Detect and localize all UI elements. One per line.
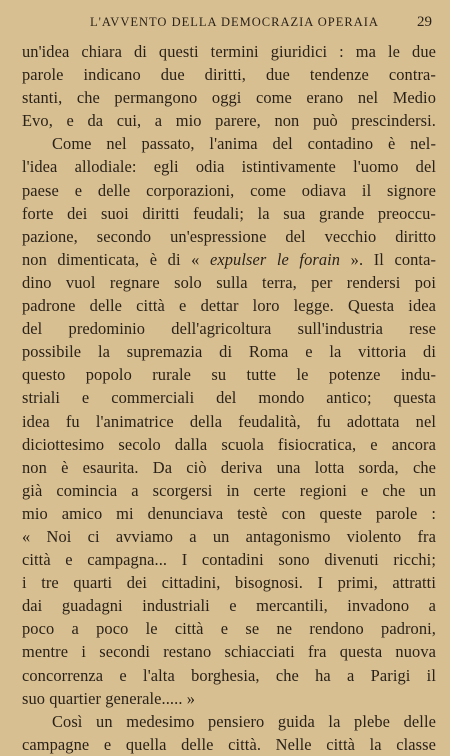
text-line: suo quartier generale..... » (22, 688, 196, 708)
text-line: paese e delle corporazioni, come odiava il signore (22, 180, 436, 200)
text-line: striali e commerciali del mondo antico; questa (22, 388, 436, 408)
text-line: parole indicano due diritti, due tendenze contra- (22, 65, 436, 85)
body-text (22, 40, 436, 756)
text-line: mio amico mi denunciava testè con queste parole : (22, 503, 436, 523)
text-segment: non dimenticata, è di « (22, 249, 210, 269)
page-number: 29 (417, 14, 432, 30)
text-line: non è esaurita. Da ciò deriva una lotta sorda, che (22, 457, 436, 477)
text-line: padrone delle città e dettar loro legge. Questa idea (22, 296, 436, 316)
text-line: poco a poco le città e se ne rendono padroni, (22, 619, 436, 639)
text-line: dai guadagni industriali e mercantili, invadono a (22, 596, 436, 616)
text-line: Così un medesimo pensiero guida la plebe delle (52, 711, 436, 731)
text-line: « Noi ci avviamo a un antagonismo violento fra (22, 526, 436, 546)
text-line: possibile la supremazia di Roma e la vittoria di (22, 342, 436, 362)
text-line: un'idea chiara di questi termini giuridici : ma le due (22, 42, 436, 61)
text-line: già comincia a scorgersi in certe regioni e che un (22, 480, 436, 500)
text-line: Come nel passato, l'anima del contadino è nel- (52, 134, 436, 154)
running-title: L'AVVENTO DELLA DEMOCRAZIA OPERAIA (90, 15, 379, 29)
text-line: diciottesimo secolo dalla scuola fisiocratica, e ancora (22, 434, 436, 454)
text-line: forte dei suoi diritti feudali; la sua grande preoccu- (22, 203, 436, 223)
text-line: dino vuol regnare solo sulla terra, per rendersi poi (22, 272, 436, 292)
text-line: l'idea allodiale: egli odia istintivamente l'uomo del (22, 157, 436, 177)
running-header (22, 14, 436, 40)
text-line: Evo, e da cui, a mio parere, non può prescindersi. (22, 111, 436, 131)
text-line: stanti, che permangono oggi come erano nel Medio (22, 88, 436, 108)
text-line: campagne e quella delle città. Nelle città la classe (22, 734, 436, 754)
italic-phrase: expulser le forain (209, 249, 341, 269)
text-line: mentre i secondi restano schiacciati fra questa nuova (22, 642, 436, 662)
text-line: del predominio dell'agricoltura sull'industria rese (22, 319, 436, 339)
text-line: pazione, secondo un'espressione del vecchio diritto (22, 226, 436, 246)
text-line: questo popolo rurale su tutte le potenze indu- (22, 365, 436, 385)
text-line: concorrenza e l'alta borghesia, che ha a Parigi il (22, 665, 436, 685)
text-line (22, 248, 436, 271)
text-line: idea fu l'animatrice della feudalità, fu adottata nel (22, 411, 436, 431)
text-line: i tre quarti dei cittadini, bisognosi. I primi, attratti (22, 573, 436, 593)
text-line: città e campagna... I contadini sono divenuti ricchi; (22, 550, 436, 570)
text-segment: ». Il conta- (340, 249, 436, 269)
